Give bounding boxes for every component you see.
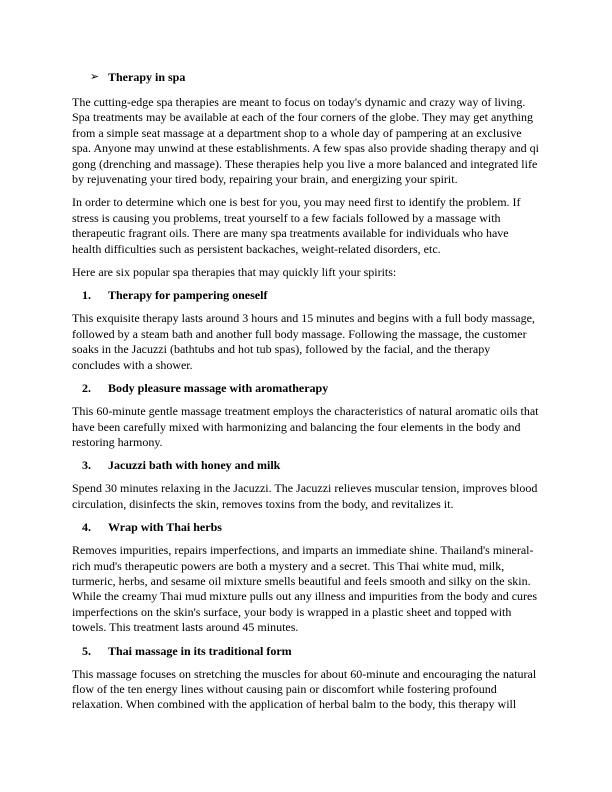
numbered-heading	[72, 288, 540, 303]
section-paragraph: Removes impurities, repairs imperfections, and imparts an immediate shine. Thailand's mineral-rich mud's therapeutic powers are both a mystery and a secret. This Thai white mud, milk, turmeric, herbs, and sesame oil mixture smells beautiful and feels smooth and silky on the skin. While the creamy Thai mud mixture pulls out any illness and impurities from the body and cures imperfections on the skin's surface, your body is wrapped in a plastic sheet and topped with towels. This treatment lasts around 45 minutes.	[72, 543, 538, 635]
list-number: 5.	[82, 643, 91, 658]
section-paragraph: This exquisite therapy lasts around 3 hours and 15 minutes and begins with a full body massage, followed by a steam bath and another full body massage. Following the massage, the customer soaks in the Jacuzzi (bathtubs and hot tub spas), followed by the facial, and the therapy concludes with a shower.	[72, 311, 535, 372]
arrow-bullet-icon: ➢	[90, 71, 100, 83]
numbered-heading-title: Wrap with Thai herbs	[108, 520, 222, 535]
section-paragraph: This massage focuses on stretching the muscles for about 60-minute and encouraging the natural flow of the ten energy lines without causing pain or discomfort while fostering profound relaxation. When combined with the application of herbal balm to the body, this therapy will	[72, 666, 537, 712]
section-paragraph: This 60-minute gentle massage treatment employs the characteristics of natural aromatic oils that have been carefully mixed with harmonizing and balancing the four elements in the body and restoring harmony.	[72, 404, 539, 449]
list-number: 1.	[82, 288, 91, 303]
intro-paragraph: In order to determine which one is best for you, you may need first to identify the problem. If stress is causing you problems, treat yourself to a few facials followed by a massage with therapeutic fragrant oils. There are many spa treatments available for individuals who have health difficulties such as persistent backaches, weight-related disorders, etc.	[72, 195, 521, 256]
numbered-heading-title: Body pleasure massage with aromatherapy	[108, 381, 329, 396]
numbered-heading-title: Jacuzzi bath with honey and milk	[108, 458, 281, 473]
heading-title: Therapy in spa	[108, 70, 186, 84]
list-number: 2.	[82, 381, 91, 396]
section-paragraph: Spend 30 minutes relaxing in the Jacuzzi. The Jacuzzi relieves muscular tension, improves blood circulation, disinfects the skin, removes toxins from the body, and revitalizes it.	[72, 481, 538, 511]
numbered-heading	[72, 381, 540, 396]
intro-paragraph: The cutting-edge spa therapies are meant to focus on today's dynamic and crazy way of living. Spa treatments may be available at each of the four corners of the globe. They may get anything from a simple seat massage at a department shop to a whole day of pampering at an exclusive spa. Anyone may unwind at these establishments. A few spas also provide shading therapy and qi gong (drenching and massage). These therapies help you live a more balanced and integrated life by rejuvenating your tired body, repairing your brain, and energizing your spirit.	[72, 95, 539, 187]
list-number: 4.	[82, 520, 91, 535]
list-number: 3.	[82, 458, 91, 473]
intro-paragraph: Here are six popular spa therapies that may quickly lift your spirits:	[72, 265, 397, 280]
numbered-heading	[72, 458, 540, 473]
section-heading	[72, 70, 540, 85]
numbered-heading-title: Therapy for pampering oneself	[108, 288, 268, 303]
numbered-heading	[72, 520, 540, 535]
numbered-heading-title: Thai massage in its traditional form	[108, 643, 292, 658]
numbered-heading	[72, 644, 540, 659]
